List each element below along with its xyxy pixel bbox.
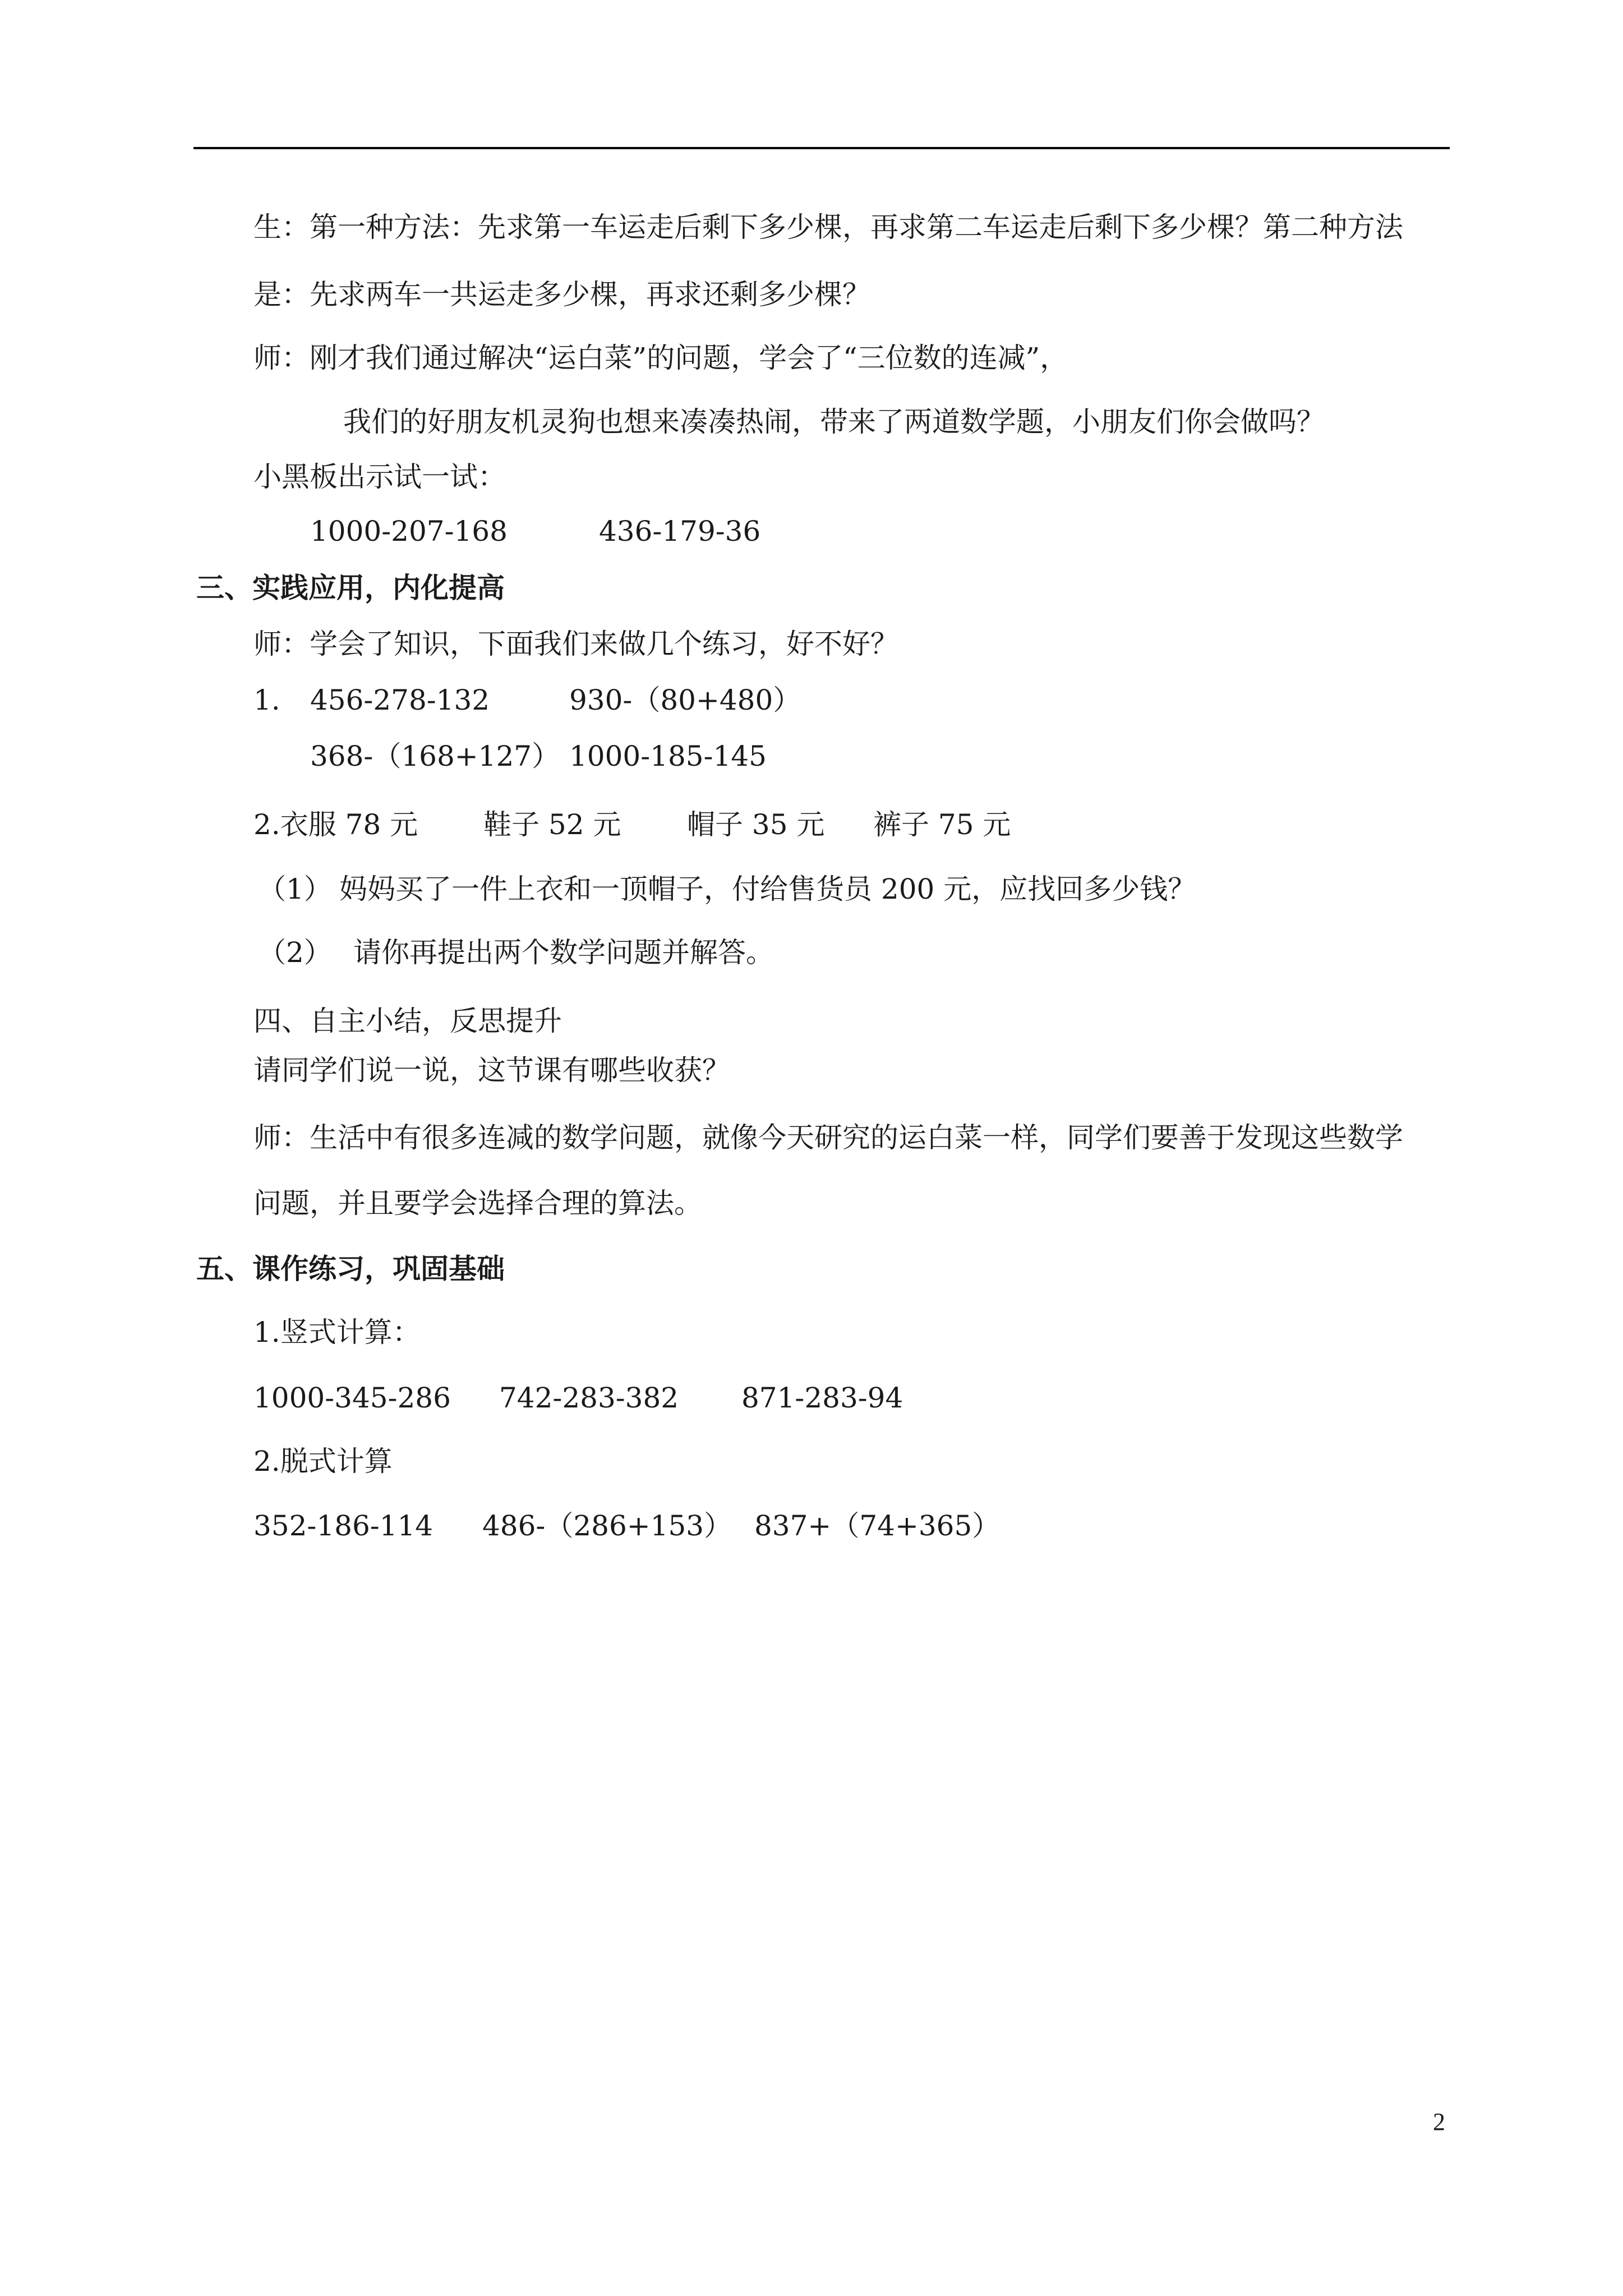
question-number: （1） [258, 873, 332, 905]
expression: 930-（80+480） [569, 684, 801, 716]
section-heading: 五、课作练习，巩固基础 [196, 1252, 505, 1285]
text-line: 1.竖式计算： [253, 1316, 421, 1349]
expression: 1000-185-145 [569, 740, 767, 772]
text-line: 我们的好朋友机灵狗也想来凑凑热闹，带来了两道数学题，小朋友们你会做吗？ [343, 406, 1325, 438]
header-rule [193, 147, 1450, 149]
text-line: 小黑板出示试一试： [253, 461, 506, 493]
expression: 742-283-382 [499, 1382, 679, 1414]
expression: 436-179-36 [599, 515, 761, 547]
question-text: 请你再提出两个数学问题并解答。 [353, 936, 774, 969]
question-text: 妈妈买了一件上衣和一顶帽子，付给售货员 200 元，应找回多少钱？ [339, 873, 1196, 905]
expression: 1000-345-286 [253, 1382, 451, 1414]
expression: 456-278-132 [310, 684, 490, 716]
section-heading: 三、实践应用，内化提高 [196, 571, 505, 604]
expression: 837+（74+365） [754, 1510, 1000, 1542]
text-line: 2.脱式计算 [253, 1445, 393, 1478]
price-item: 鞋子 52 元 [483, 808, 621, 841]
question-number: （2） [258, 936, 332, 969]
expression: 368-（168+127） [310, 740, 560, 772]
price-item: 裤子 75 元 [873, 808, 1011, 841]
expression: 1000-207-168 [310, 515, 508, 547]
text-line: 是：先求两车一共运走多少棵，再求还剩多少棵？ [253, 278, 870, 311]
text-line: 问题，并且要学会选择合理的算法。 [253, 1187, 702, 1220]
expression: 486-（286+153） [482, 1510, 732, 1542]
item-number: 1. [253, 684, 280, 716]
expression: 871-283-94 [741, 1382, 903, 1414]
text-line: 师：刚才我们通过解决“运白菜”的问题，学会了“三位数的连减”， [253, 342, 1068, 374]
text-line: 师：生活中有很多连减的数学问题，就像今天研究的运白菜一样，同学们要善于发现这些数学 [253, 1121, 1403, 1154]
price-item: 帽子 35 元 [687, 808, 825, 841]
text-line: 师：学会了知识，下面我们来做几个练习，好不好？ [253, 628, 898, 660]
page-number: 2 [1433, 2108, 1445, 2136]
section-heading: 四、自主小结，反思提升 [253, 1005, 562, 1037]
text-line: 请同学们说一说，这节课有哪些收获？ [253, 1054, 730, 1087]
price-item: 2.衣服 78 元 [253, 808, 418, 841]
expression: 352-186-114 [253, 1510, 434, 1542]
text-line: 生：第一种方法：先求第一车运走后剩下多少棵，再求第二车运走后剩下多少棵？第二种方法 [253, 211, 1403, 243]
